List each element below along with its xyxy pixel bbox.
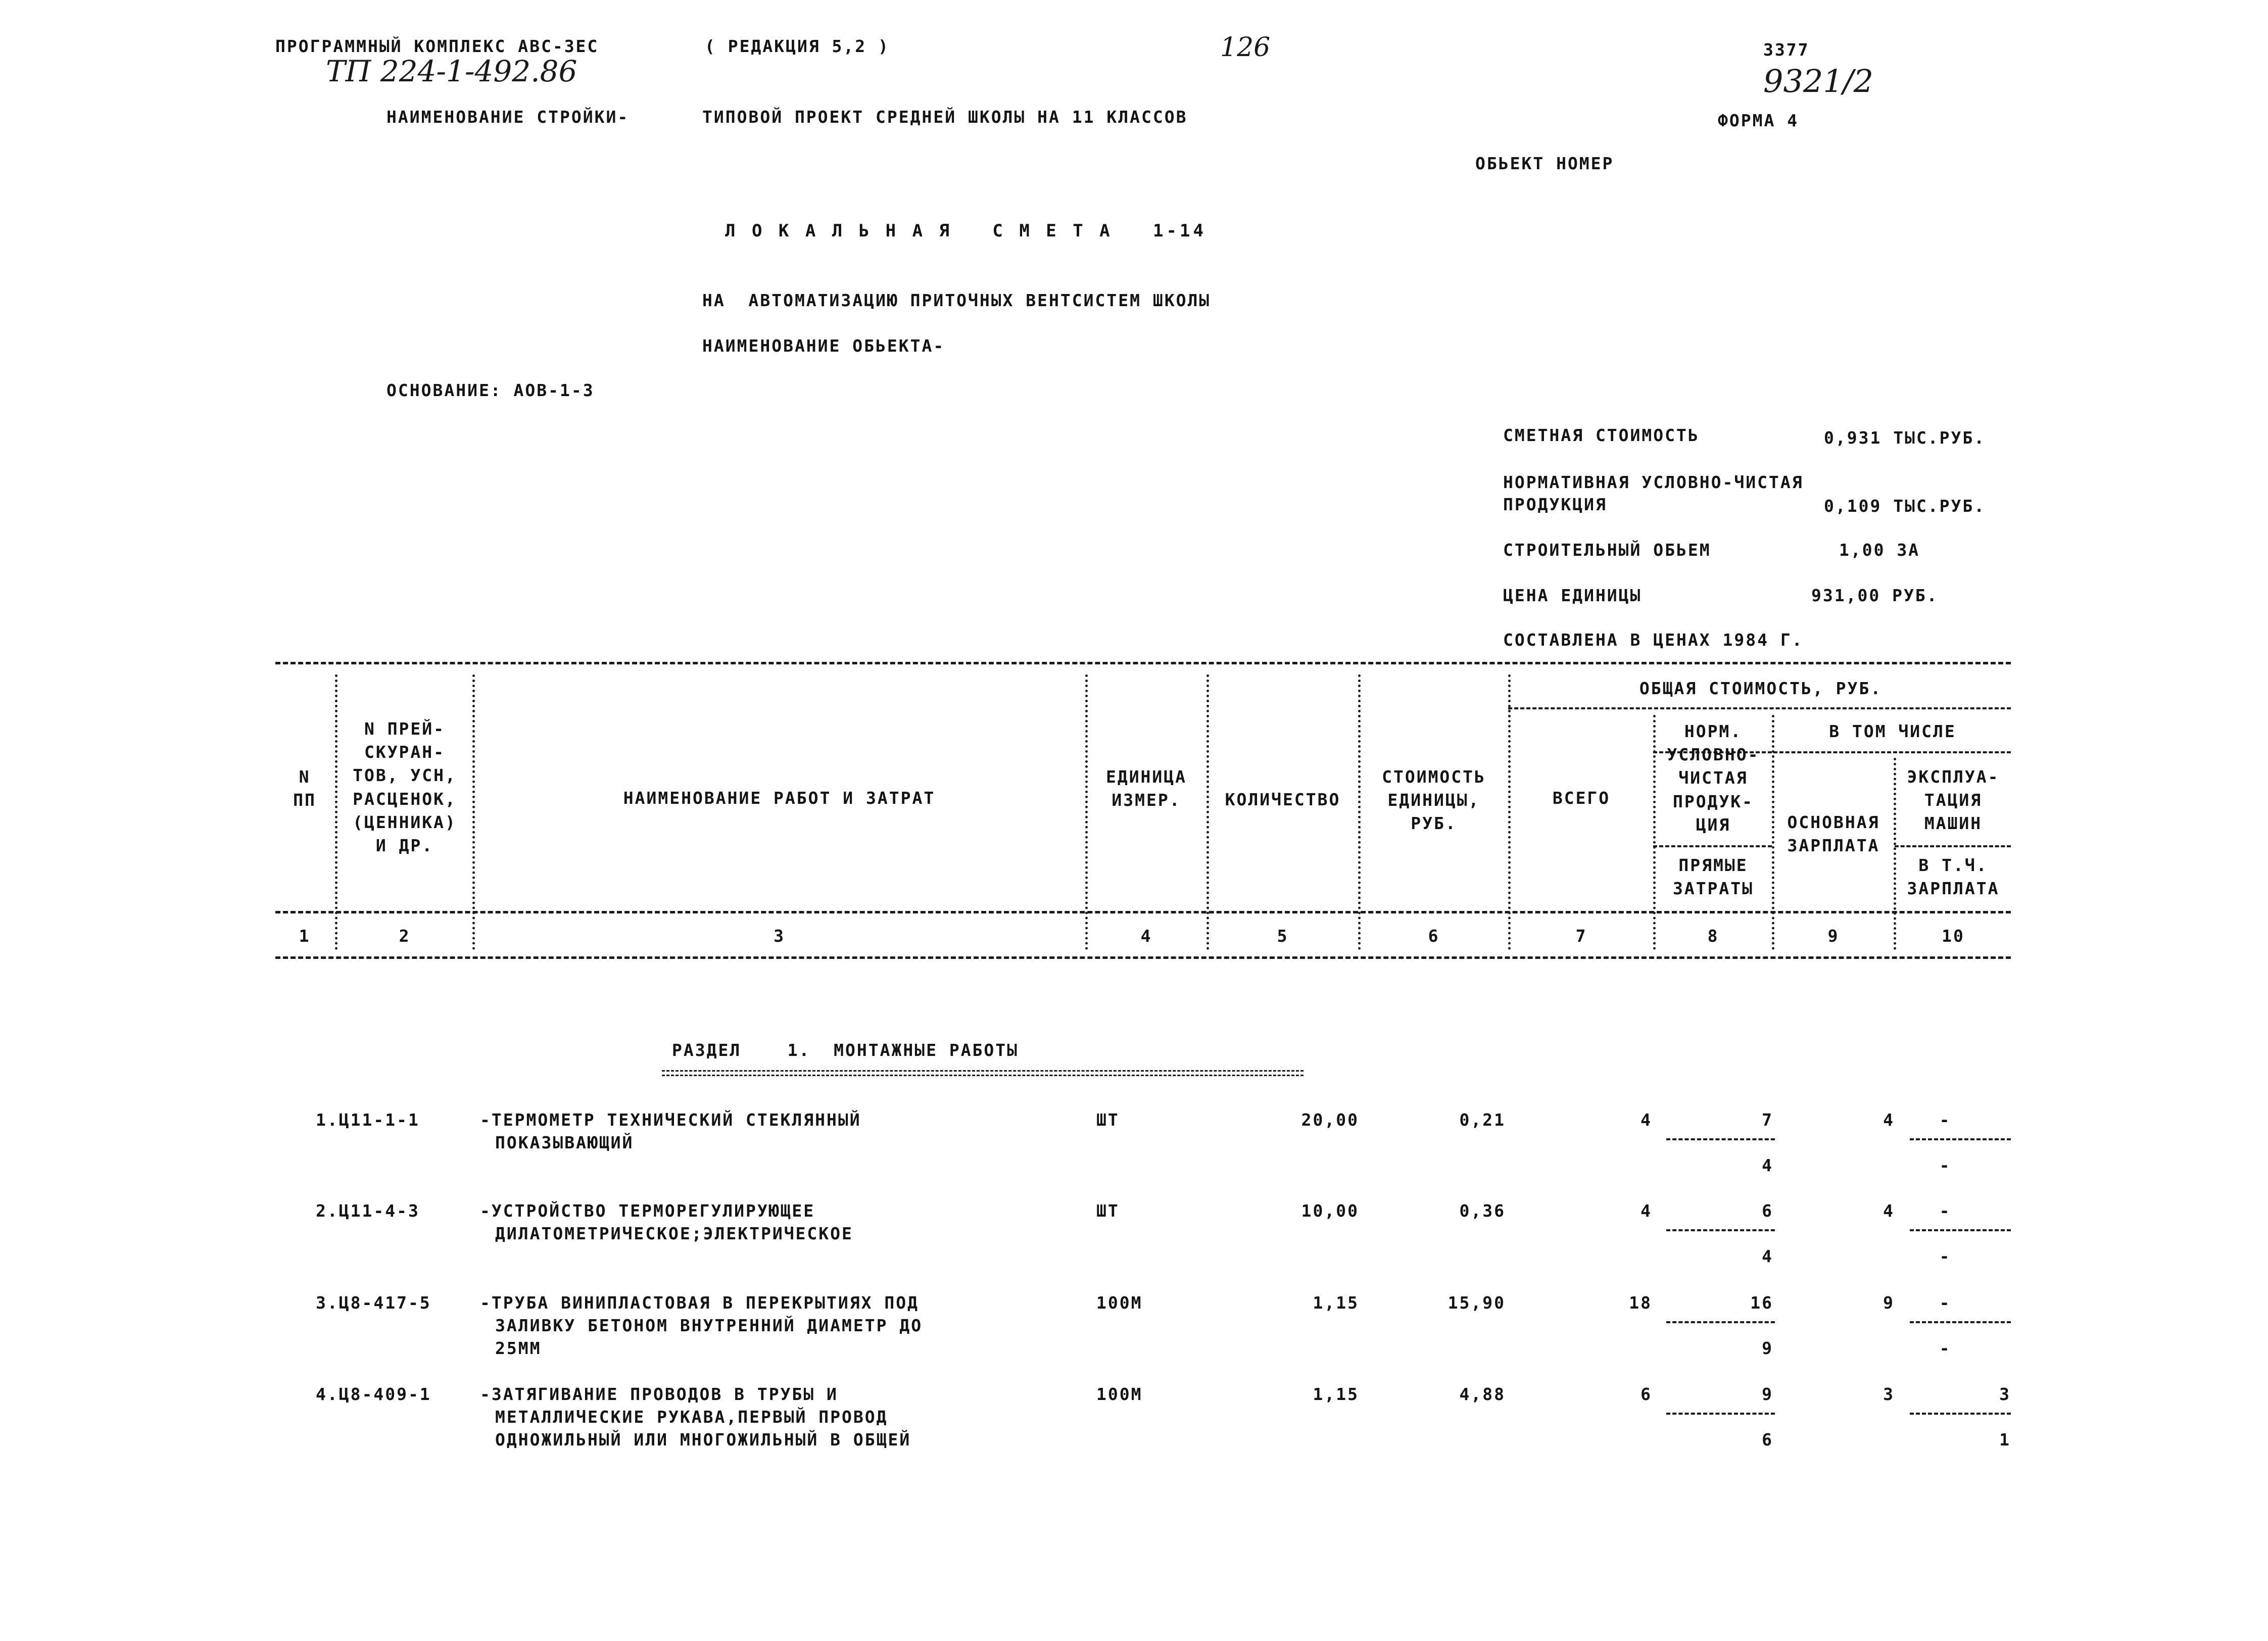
document-code: 3377 bbox=[1763, 40, 1810, 60]
col-number: 4 bbox=[1140, 926, 1152, 946]
row-3-name: -ТРУБА ВИНИПЛАСТОВАЯ В ПЕРЕКРЫТИЯХ ПОД bbox=[480, 1293, 919, 1313]
row-1-direct: 4 bbox=[1762, 1155, 1773, 1175]
numbers-bottom-rule bbox=[275, 956, 2011, 959]
row-3-name-line2: ЗАЛИВКУ БЕТОНОМ ВНУТРЕННИЙ ДИАМЕТР ДО bbox=[495, 1316, 923, 1335]
row-3-unit: 100М bbox=[1096, 1293, 1143, 1313]
col-header-direct-costs: ПРЯМЫЕ ЗАТРАТЫ bbox=[1672, 855, 1754, 899]
group-rule bbox=[1508, 707, 2011, 709]
row-4-salary: 3 bbox=[1883, 1384, 1895, 1404]
row-4-unit-cost: 4,88 bbox=[1459, 1384, 1506, 1404]
row-3-salary: 9 bbox=[1883, 1293, 1895, 1313]
npu-label: НОРМАТИВНАЯ УСЛОВНО-ЧИСТАЯ bbox=[1503, 472, 1804, 492]
col-separator bbox=[1207, 674, 1209, 950]
col-header-unit-cost: СТОИМОСТЬ ЕДИНИЦЫ, РУБ. bbox=[1382, 767, 1486, 834]
col-header-unit: ЕДИНИЦА ИЗМЕР. bbox=[1105, 767, 1187, 810]
row-4-name: -ЗАТЯГИВАНИЕ ПРОВОДОВ В ТРУБЫ И bbox=[480, 1384, 838, 1404]
row-4-split-machines bbox=[1910, 1413, 2011, 1415]
col-number: 10 bbox=[1942, 926, 1965, 946]
row-1-machines: - bbox=[1939, 1110, 1951, 1130]
col-header-npu: НОРМ. УСЛОВНО- ЧИСТАЯ ПРОДУК- ЦИЯ bbox=[1667, 721, 1760, 835]
unit-price-value: 931,00 РУБ. bbox=[1811, 586, 1939, 605]
row-1-machine-salary: - bbox=[1939, 1155, 1951, 1175]
section-underline bbox=[662, 1070, 1304, 1076]
row-1-unit-cost: 0,21 bbox=[1459, 1110, 1506, 1130]
row-2-unit: ШТ bbox=[1096, 1201, 1120, 1221]
object-name-label: НАИМЕНОВАНИЕ ОБЬЕКТА- bbox=[702, 336, 945, 356]
object-number-label: ОБЬЕКТ НОМЕР bbox=[1475, 154, 1614, 173]
row-1-code: 1.Ц11-1-1 bbox=[316, 1110, 420, 1130]
row-2-code: 2.Ц11-4-3 bbox=[316, 1201, 420, 1221]
row-2-quantity: 10,00 bbox=[1301, 1201, 1359, 1221]
npu-label-2: ПРОДУКЦИЯ bbox=[1503, 495, 1607, 514]
col-number: 1 bbox=[299, 926, 311, 946]
row-3-npu: 16 bbox=[1750, 1293, 1773, 1313]
row-3-quantity: 1,15 bbox=[1313, 1293, 1359, 1313]
col-separator bbox=[1085, 674, 1088, 950]
row-3-machine-salary: - bbox=[1939, 1338, 1951, 1358]
col-number: 2 bbox=[399, 926, 411, 946]
estimate-title: Л О К А Л Ь Н А Я С М Е Т А 1-14 bbox=[725, 221, 1207, 241]
row-1-npu: 7 bbox=[1762, 1110, 1773, 1130]
row-2-npu: 6 bbox=[1762, 1201, 1773, 1221]
col-header-quantity: КОЛИЧЕСТВО bbox=[1225, 790, 1341, 809]
col-header-machines: ЭКСПЛУА- ТАЦИЯ МАШИН bbox=[1907, 767, 2000, 834]
row-4-code: 4.Ц8-409-1 bbox=[316, 1384, 431, 1404]
row-3-unit-cost: 15,90 bbox=[1447, 1293, 1506, 1313]
col-separator bbox=[335, 674, 337, 950]
volume-label: СТРОИТЕЛЬНЫЙ ОБЬЕМ bbox=[1503, 540, 1711, 560]
row-1-split bbox=[1666, 1138, 1775, 1140]
unit-price-label: ЦЕНА ЕДИНИЦЫ bbox=[1503, 586, 1642, 605]
row-2-machine-salary: - bbox=[1939, 1246, 1951, 1266]
row-2-machines: - bbox=[1939, 1201, 1951, 1221]
row-1-unit: ШТ bbox=[1096, 1110, 1120, 1130]
prices-year-label: СОСТАВЛЕНА В ЦЕНАХ 1984 Г. bbox=[1503, 630, 1804, 650]
table-top-rule bbox=[275, 662, 2011, 664]
col-number: 3 bbox=[774, 926, 785, 946]
col-number: 5 bbox=[1277, 926, 1289, 946]
row-2-name-line2: ДИЛАТОМЕТРИЧЕСКОЕ;ЭЛЕКТРИЧЕСКОЕ bbox=[495, 1224, 853, 1243]
col-header-work-name: НАИМЕНОВАНИЕ РАБОТ И ЗАТРАТ bbox=[623, 788, 936, 808]
col-number: 9 bbox=[1827, 926, 1840, 946]
header-bottom-rule bbox=[275, 911, 2011, 913]
stroika-value: ТИПОВОЙ ПРОЕКТ СРЕДНЕЙ ШКОЛЫ НА 11 КЛАССОВ bbox=[702, 107, 1188, 127]
stroika-label: НАИМЕНОВАНИЕ СТРОЙКИ- bbox=[387, 107, 630, 127]
row-4-machines: 3 bbox=[1999, 1384, 2011, 1404]
row-2-split-machines bbox=[1910, 1229, 2011, 1231]
program-name: ПРОГРАММНЫЙ КОМПЛЕКС АВС-ЗЕС bbox=[275, 36, 599, 56]
row-3-total: 18 bbox=[1629, 1293, 1652, 1313]
row-4-unit: 100М bbox=[1096, 1384, 1143, 1404]
row-4-total: 6 bbox=[1640, 1384, 1652, 1404]
row-1-split-machines bbox=[1910, 1138, 2011, 1140]
row-4-quantity: 1,15 bbox=[1313, 1384, 1359, 1404]
row-1-name-line2: ПОКАЗЫВАЮЩИЙ bbox=[495, 1133, 634, 1152]
row-4-name-line3: ОДНОЖИЛЬНЫЙ ИЛИ МНОГОЖИЛЬНЫЙ В ОБЩЕЙ bbox=[495, 1430, 911, 1450]
row-3-code: 3.Ц8-417-5 bbox=[316, 1293, 431, 1313]
row-3-split bbox=[1666, 1321, 1775, 1323]
npu-split-rule bbox=[1653, 845, 1772, 847]
row-2-name: -УСТРОЙСТВО ТЕРМОРЕГУЛИРУЮЩЕЕ bbox=[480, 1201, 815, 1221]
volume-value: 1,00 ЗА bbox=[1839, 540, 1920, 560]
row-3-split-machines bbox=[1910, 1321, 2011, 1323]
row-1-total: 4 bbox=[1640, 1110, 1652, 1130]
row-3-name-line3: 25ММ bbox=[495, 1338, 542, 1358]
row-2-unit-cost: 0,36 bbox=[1459, 1201, 1506, 1221]
row-2-direct: 4 bbox=[1762, 1246, 1773, 1266]
project-number-handwritten: ТП 224-1-492.86 bbox=[326, 54, 577, 88]
col-header-total: ВСЕГО bbox=[1552, 788, 1611, 808]
col-header-machine-salary: В Т.Ч. ЗАРПЛАТА bbox=[1907, 855, 2000, 899]
col-number: 8 bbox=[1707, 926, 1719, 946]
document-number-handwritten: 9321/2 bbox=[1763, 63, 1874, 100]
page-number-handwritten: 126 bbox=[1220, 32, 1271, 63]
row-4-direct: 6 bbox=[1762, 1430, 1773, 1450]
row-4-machine-salary: 1 bbox=[1999, 1430, 2011, 1450]
estimated-cost-label: СМЕТНАЯ СТОИМОСТЬ bbox=[1503, 425, 1700, 445]
form-label: ФОРМА 4 bbox=[1718, 111, 1799, 130]
col-number: 6 bbox=[1428, 926, 1440, 946]
col-header-number: N ПП bbox=[293, 767, 316, 810]
edition-label: ( РЕДАКЦИЯ 5,2 ) bbox=[705, 36, 890, 56]
row-1-name: -ТЕРМОМЕТР ТЕХНИЧЕСКИЙ СТЕКЛЯННЫЙ bbox=[480, 1110, 861, 1130]
row-2-salary: 4 bbox=[1883, 1201, 1895, 1221]
col-header-salary: ОСНОВНАЯ ЗАРПЛАТА bbox=[1787, 812, 1880, 856]
col-separator bbox=[1508, 674, 1511, 950]
row-1-quantity: 20,00 bbox=[1301, 1110, 1359, 1130]
row-1-salary: 4 bbox=[1883, 1110, 1895, 1130]
basis-label: ОСНОВАНИЕ: АОВ-1-3 bbox=[387, 380, 595, 400]
row-4-split bbox=[1666, 1413, 1775, 1415]
section-title: РАЗДЕЛ 1. МОНТАЖНЫЕ РАБОТЫ bbox=[672, 1040, 1019, 1060]
row-3-direct: 9 bbox=[1762, 1338, 1773, 1358]
mach-split-rule bbox=[1895, 845, 2011, 847]
col-header-total-group: ОБЩАЯ СТОИМОСТЬ, РУБ. bbox=[1639, 679, 1883, 698]
col-header-price-ref: N ПРЕЙ- СКУРАН- ТОВ, УСН, РАСЦЕНОК, (ЦЕННИКА) И ДР. bbox=[353, 719, 457, 855]
npu-value: 0,109 ТЫС.РУБ. bbox=[1824, 496, 1986, 516]
row-2-total: 4 bbox=[1640, 1201, 1652, 1221]
col-header-including: В ТОМ ЧИСЛЕ bbox=[1829, 721, 1956, 741]
col-number: 7 bbox=[1575, 926, 1587, 946]
incl-rule bbox=[1773, 751, 2011, 753]
row-4-name-line2: МЕТАЛЛИЧЕСКИЕ РУКАВА,ПЕРВЫЙ ПРОВОД bbox=[495, 1407, 888, 1427]
estimate-subject: НА АВТОМАТИЗАЦИЮ ПРИТОЧНЫХ ВЕНТСИСТЕМ ШКОЛЫ bbox=[702, 291, 1211, 310]
row-3-machines: - bbox=[1939, 1293, 1951, 1313]
col-separator bbox=[472, 674, 475, 950]
row-2-split bbox=[1666, 1229, 1775, 1231]
estimated-cost-value: 0,931 ТЫС.РУБ. bbox=[1824, 428, 1986, 448]
row-4-npu: 9 bbox=[1762, 1384, 1773, 1404]
